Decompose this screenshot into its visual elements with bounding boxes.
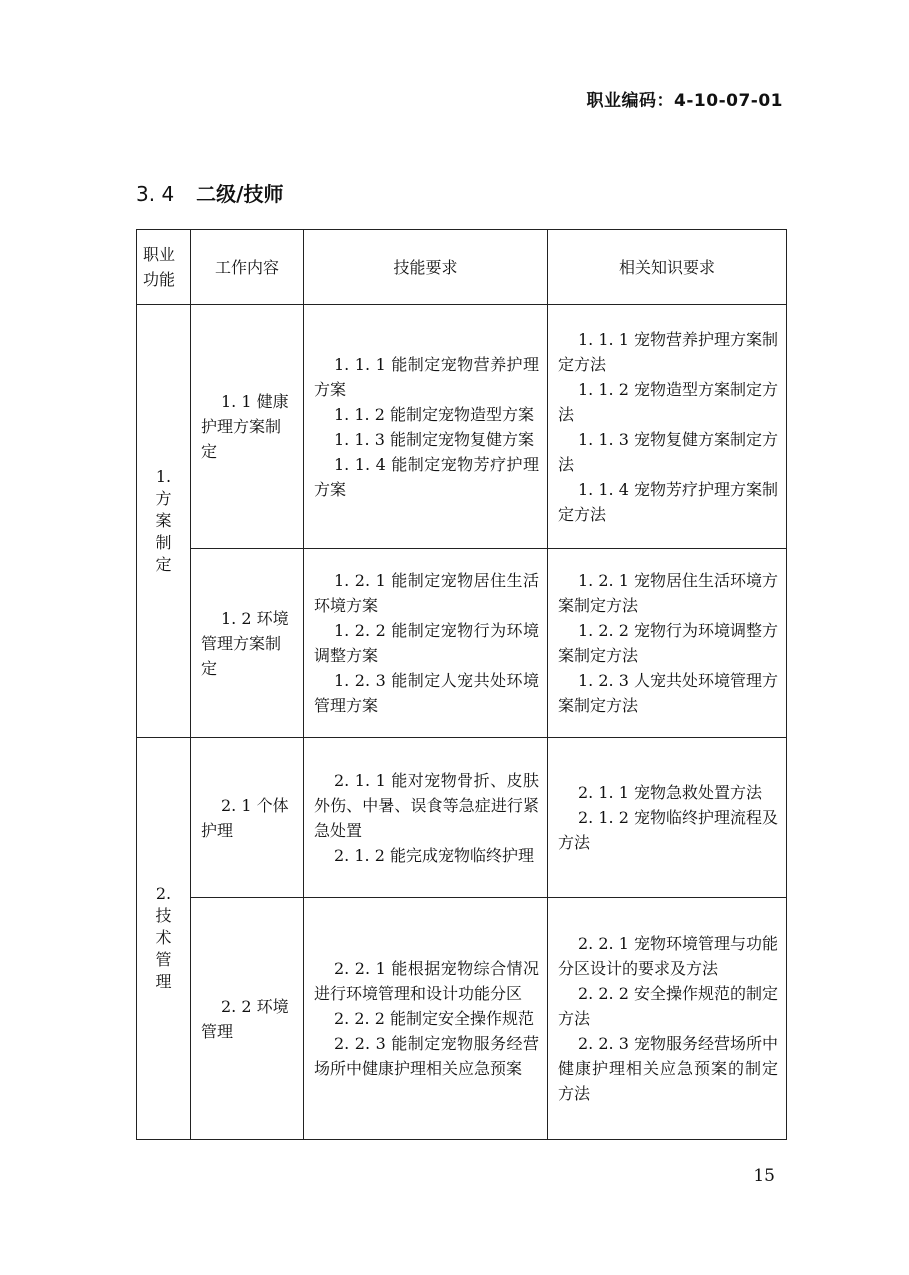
header-content: 工作内容 bbox=[191, 230, 304, 305]
knowledge-cell: 2. 2. 1 宠物环境管理与功能分区设计的要求及方法 2. 2. 2 安全操作规范的制定方法 2. 2. 3 宠物服务经营场所中健康护理相关应急预案的制定方法 bbox=[548, 898, 787, 1140]
skills-cell: 1. 1. 1 能制定宠物营养护理方案 1. 1. 2 能制定宠物造型方案 1. 1. 3 能制定宠物复健方案 1. 1. 4 能制定宠物芳疗护理方案 bbox=[304, 305, 548, 549]
content-cell: 1. 2 环境管理方案制定 bbox=[191, 549, 304, 738]
occupation-code: 职业编码：4-10-07-01 bbox=[586, 91, 783, 111]
page-number: 15 bbox=[753, 1166, 775, 1186]
knowledge-cell: 1. 1. 1 宠物营养护理方案制定方法 1. 1. 2 宠物造型方案制定方法 1. 1. 3 宠物复健方案制定方法 1. 1. 4 宠物芳疗护理方案制定方法 bbox=[548, 305, 787, 549]
function-cell: 2. 技术管理 bbox=[137, 738, 191, 1140]
section-number: 3. 4 bbox=[136, 182, 175, 206]
table-row bbox=[137, 898, 787, 1140]
header-knowledge: 相关知识要求 bbox=[548, 230, 787, 305]
content-cell: 1. 1 健康护理方案制定 bbox=[191, 305, 304, 549]
content-cell: 2. 1 个体护理 bbox=[191, 738, 304, 898]
content-cell: 2. 2 环境管理 bbox=[191, 898, 304, 1140]
header-skills: 技能要求 bbox=[304, 230, 548, 305]
knowledge-cell: 2. 1. 1 宠物急救处置方法 2. 1. 2 宠物临终护理流程及方法 bbox=[548, 738, 787, 898]
header-function: 职业功能 bbox=[137, 230, 191, 305]
skills-cell: 2. 2. 1 能根据宠物综合情况进行环境管理和设计功能分区 2. 2. 2 能制定安全操作规范 2. 2. 3 能制定宠物服务经营场所中健康护理相关应急预案 bbox=[304, 898, 548, 1140]
knowledge-cell: 1. 2. 1 宠物居住生活环境方案制定方法 1. 2. 2 宠物行为环境调整方案制定方法 1. 2. 3 人宠共处环境管理方案制定方法 bbox=[548, 549, 787, 738]
skills-table bbox=[136, 229, 787, 1140]
section-heading bbox=[136, 178, 283, 207]
table-row bbox=[137, 738, 787, 898]
skills-cell: 1. 2. 1 能制定宠物居住生活环境方案 1. 2. 2 能制定宠物行为环境调整方案 1. 2. 3 能制定人宠共处环境管理方案 bbox=[304, 549, 548, 738]
skills-cell: 2. 1. 1 能对宠物骨折、皮肤外伤、中暑、误食等急症进行紧急处置 2. 1. 2 能完成宠物临终护理 bbox=[304, 738, 548, 898]
table-header-row bbox=[137, 230, 787, 305]
section-title: 二级/技师 bbox=[196, 182, 284, 206]
table-row bbox=[137, 305, 787, 549]
function-cell: 1. 方案制定 bbox=[137, 305, 191, 738]
table-row bbox=[137, 549, 787, 738]
